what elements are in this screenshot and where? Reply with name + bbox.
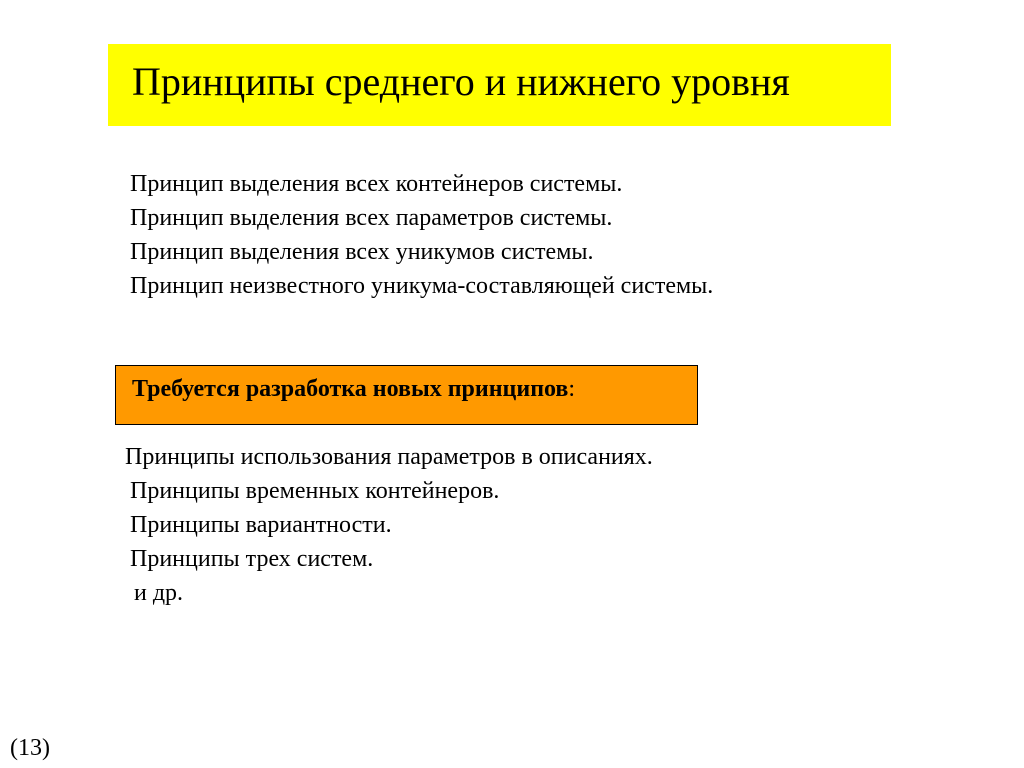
- list-item: Принципы временных контейнеров.: [130, 478, 500, 504]
- callout-label-suffix: :: [568, 376, 576, 402]
- list-item: Принципы трех систем.: [130, 546, 374, 572]
- new-principles-list: [125, 440, 653, 610]
- list-item: Принцип выделения всех уникумов системы.: [130, 239, 594, 265]
- list-item: Принципы использования параметров в описаниях.: [125, 444, 653, 470]
- title-banner: [108, 44, 891, 126]
- callout-label-bold: Требуется разработка новых принципов: [132, 376, 569, 402]
- principles-list: [130, 167, 713, 303]
- page-number: (13): [10, 735, 50, 761]
- list-item: Принципы вариантности.: [130, 512, 392, 538]
- callout-box: [115, 365, 698, 425]
- list-item: Принцип неизвестного уникума-составляющей системы.: [130, 273, 714, 299]
- list-item: и др.: [134, 580, 184, 606]
- callout-text: [132, 374, 575, 404]
- list-item: Принцип выделения всех контейнеров системы.: [130, 171, 623, 197]
- list-item: Принцип выделения всех параметров системы.: [130, 205, 613, 231]
- slide-title: Принципы среднего и нижнего уровня: [132, 59, 790, 104]
